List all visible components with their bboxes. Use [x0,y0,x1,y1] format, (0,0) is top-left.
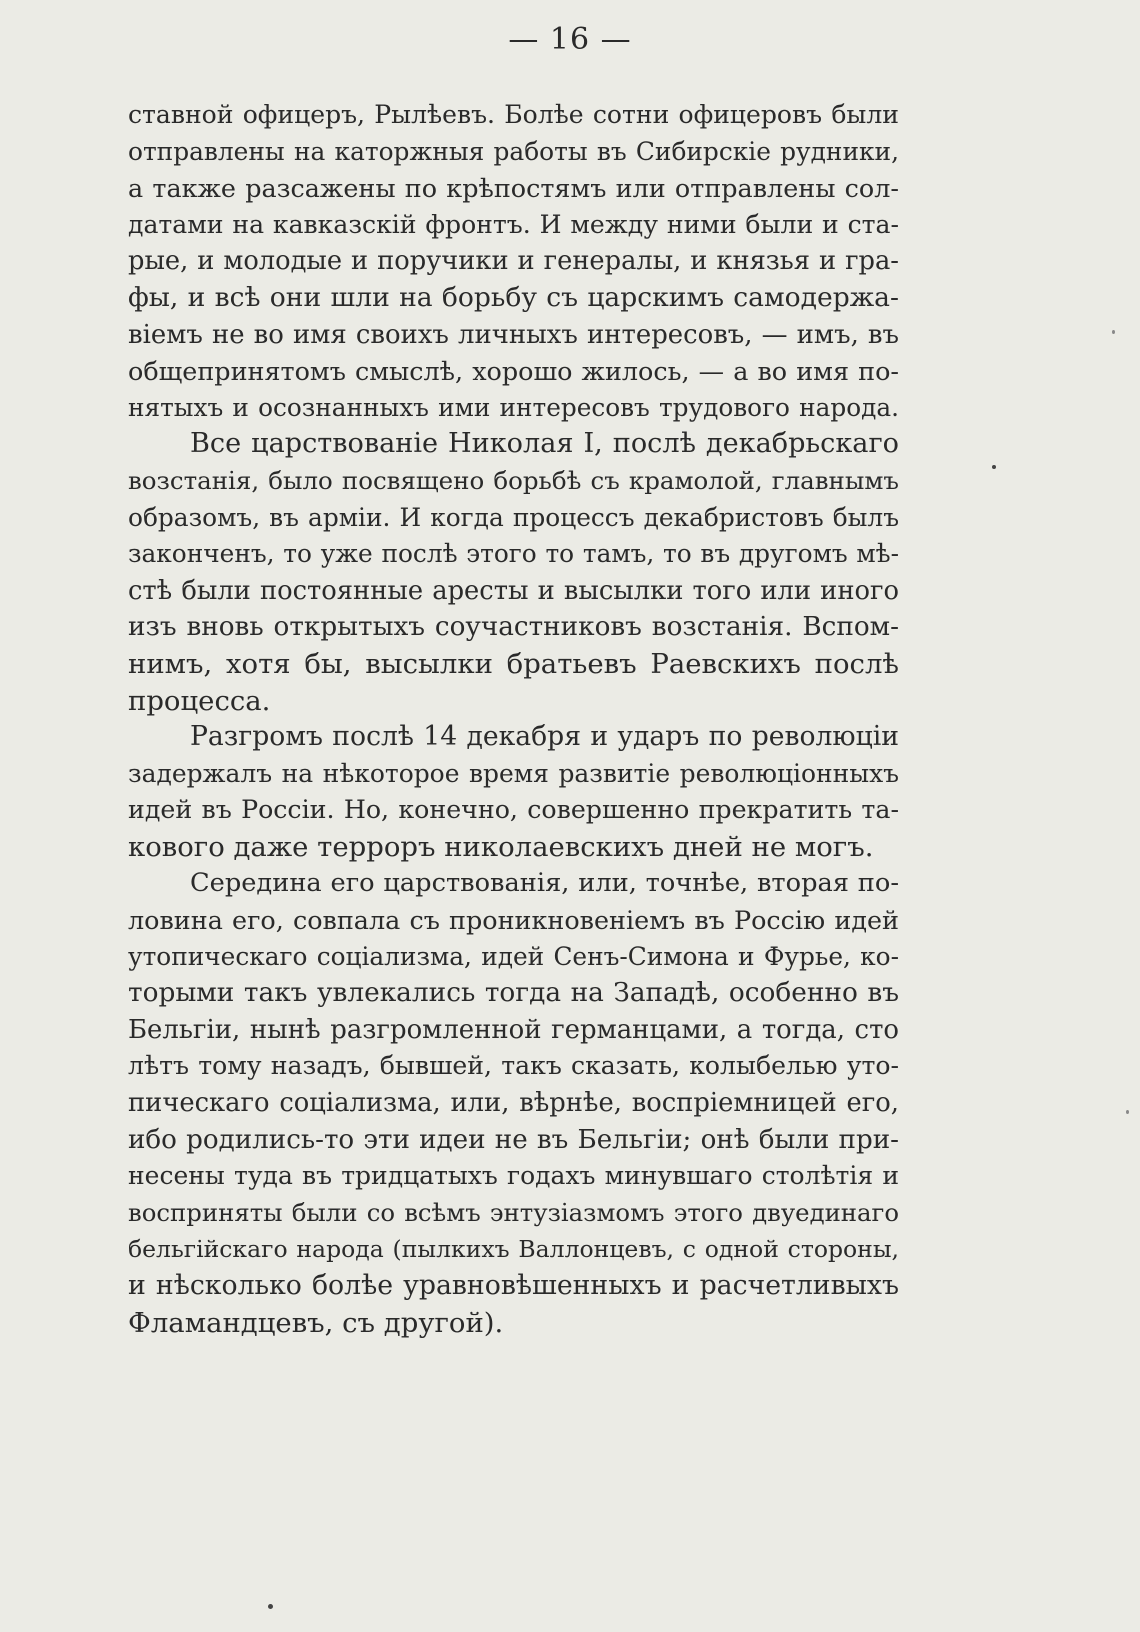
scan-speck [1126,1110,1129,1114]
text-line: ловина его, совпала съ проникновеніемъ въ Россію идей [128,905,899,936]
scan-speck [268,1604,273,1609]
text-line: Бельгіи, нынѣ разгромленной германцами, а тогда, сто [128,1014,899,1045]
text-line: а также разсажены по крѣпостямъ или отправлены сол- [128,173,899,204]
text-line: общепринятомъ смыслѣ, хорошо жилось, — а во имя по- [128,356,899,387]
text-line: віемъ не во имя своихъ личныхъ интересовъ, — имъ, въ [128,319,899,350]
text-line: Фламандцевъ, съ другой). [128,1306,504,1339]
text-line: лѣтъ тому назадъ, бывшей, такъ сказать, колыбелью уто- [128,1051,899,1081]
paragraph-3 [128,719,899,865]
scan-speck [1112,330,1115,334]
text-line: ставной офицеръ, Рылѣевъ. Болѣе сотни офицеровъ были [128,100,899,129]
text-line: задержалъ на нѣкоторое время развитіе революціонныхъ [128,758,899,788]
text-line: ибо родились-то эти идеи не въ Бельгіи; онѣ были при- [128,1124,899,1155]
text-line: нимъ, хотя бы, высылки братьевъ Раевскихъ послѣ [128,647,899,680]
text-line: процесса. [128,684,271,717]
text-line: рые, и молодые и поручики и генералы, и князья и гра- [128,246,899,277]
body-text [128,97,899,1341]
text-line: нятыхъ и осознанныхъ ими интересовъ трудового народа. [128,392,899,422]
text-line: торыми такъ увлекались тогда на Западѣ, особенно въ [128,978,899,1009]
text-line: возстанія, было посвящено борьбѣ съ крамолой, главнымъ [128,465,899,495]
paragraph-4 [128,865,899,1341]
text-line: датами на кавказскій фронтъ. И между ними были и ста- [128,209,899,239]
text-line: Середина его царствованія, или, точнѣе, вторая по- [190,868,899,899]
text-line: образомъ, въ арміи. И когда процессъ декабристовъ былъ [128,502,899,532]
text-line: Разгромъ послѣ 14 декабря и ударъ по революціи [190,721,899,753]
paragraph-2 [128,426,899,719]
text-line: несены туда въ тридцатыхъ годахъ минувшаго столѣтія и [128,1161,899,1191]
text-line: законченъ, то уже послѣ этого то тамъ, то въ другомъ мѣ- [128,539,899,569]
text-line: Все царствованіе Николая I, послѣ декабрьскаго [190,428,899,460]
text-line: изъ вновь открытыхъ соучастниковъ возстанія. Вспом- [128,612,899,643]
page-number: — 16 — [508,22,632,57]
text-line: восприняты были со всѣмъ энтузіазмомъ этого двуединаго [128,1197,899,1227]
text-line: стѣ были постоянные аресты и высылки того или иного [128,575,899,606]
text-line: идей въ Россіи. Но, конечно, совершенно прекратить та- [128,795,899,825]
text-line: кового даже терроръ николаевскихъ дней не могъ. [128,830,874,863]
text-line: пическаго соціализма, или, вѣрнѣе, воспріемницей его, [128,1088,899,1119]
text-line: бельгійскаго народа (пылкихъ Валлонцевъ, с одной стороны, [128,1235,899,1264]
text-line: отправлены на каторжныя работы въ Сибирскіе рудники, [128,136,899,166]
paragraph-1 [128,97,899,426]
text-line: утопическаго соціализма, идей Сенъ-Симона и Фурье, ко- [128,941,899,971]
text-line: фы, и всѣ они шли на борьбу съ царскимъ самодержа- [128,281,899,313]
text-line: и нѣсколько болѣе уравновѣшенныхъ и расчетливыхъ [128,1270,899,1301]
scan-speck [992,465,996,469]
